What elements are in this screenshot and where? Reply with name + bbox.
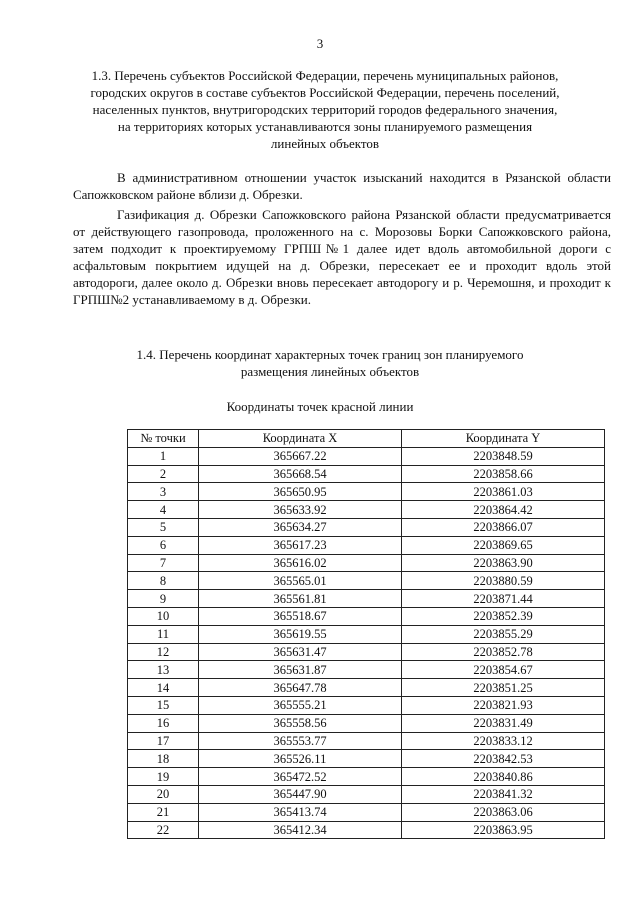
coordinate-y-cell: 2203854.67 [402, 661, 605, 679]
table-row [128, 590, 605, 608]
coordinate-y-cell: 2203821.93 [402, 696, 605, 714]
coordinate-y-cell: 2203863.06 [402, 803, 605, 821]
coordinate-x-cell: 365667.22 [199, 447, 402, 465]
coordinate-x-cell: 365631.47 [199, 643, 402, 661]
coordinate-x-cell: 365650.95 [199, 483, 402, 501]
column-header-coordinate-y: Координата Y [402, 430, 605, 448]
coordinate-x-cell: 365668.54 [199, 465, 402, 483]
table-caption: Координаты точек красной линии [226, 399, 414, 414]
table-row [128, 661, 605, 679]
point-number-cell: 5 [128, 518, 199, 536]
coordinate-y-cell: 2203855.29 [402, 625, 605, 643]
coordinate-x-cell: 365518.67 [199, 607, 402, 625]
column-header-point-number: № точки [128, 430, 199, 448]
coordinate-y-cell: 2203866.07 [402, 518, 605, 536]
table-row [128, 447, 605, 465]
coordinate-y-cell: 2203831.49 [402, 714, 605, 732]
table-row [128, 554, 605, 572]
coordinate-x-cell: 365472.52 [199, 768, 402, 786]
table-row [128, 483, 605, 501]
point-number-cell: 6 [128, 536, 199, 554]
point-number-cell: 13 [128, 661, 199, 679]
coordinate-x-cell: 365561.81 [199, 590, 402, 608]
table-row [128, 501, 605, 519]
coordinate-x-cell: 365634.27 [199, 518, 402, 536]
coordinate-y-cell: 2203869.65 [402, 536, 605, 554]
table-row [128, 625, 605, 643]
coordinate-x-cell: 365558.56 [199, 714, 402, 732]
coordinate-y-cell: 2203858.66 [402, 465, 605, 483]
coordinate-y-cell: 2203848.59 [402, 447, 605, 465]
coordinate-y-cell: 2203863.95 [402, 821, 605, 839]
point-number-cell: 22 [128, 821, 199, 839]
table-row [128, 465, 605, 483]
coordinate-x-cell: 365412.34 [199, 821, 402, 839]
table-row [128, 750, 605, 768]
point-number-cell: 15 [128, 696, 199, 714]
table-row [128, 803, 605, 821]
coordinate-y-cell: 2203851.25 [402, 679, 605, 697]
point-number-cell: 7 [128, 554, 199, 572]
point-number-cell: 9 [128, 590, 199, 608]
coordinate-x-cell: 365633.92 [199, 501, 402, 519]
coordinate-x-cell: 365413.74 [199, 803, 402, 821]
coordinate-y-cell: 2203842.53 [402, 750, 605, 768]
coordinate-y-cell: 2203871.44 [402, 590, 605, 608]
table-body [128, 447, 605, 839]
point-number-cell: 10 [128, 607, 199, 625]
coordinate-y-cell: 2203852.39 [402, 607, 605, 625]
table-row [128, 518, 605, 536]
paragraph-location: В административном отношении участок изысканий находится в Рязанской области Сапожковском районе вблизи д. Обрезки. [73, 170, 611, 202]
coordinate-x-cell: 365555.21 [199, 696, 402, 714]
coordinate-x-cell: 365647.78 [199, 679, 402, 697]
point-number-cell: 17 [128, 732, 199, 750]
coordinate-x-cell: 365619.55 [199, 625, 402, 643]
table-row [128, 696, 605, 714]
table-row [128, 607, 605, 625]
point-number-cell: 14 [128, 679, 199, 697]
section-1-4-heading: 1.4. Перечень координат характерных точек границ зон планируемого размещения линейных объектов [136, 347, 524, 379]
coordinate-x-cell: 365553.77 [199, 732, 402, 750]
coordinate-x-cell: 365447.90 [199, 785, 402, 803]
coordinate-x-cell: 365631.87 [199, 661, 402, 679]
coordinate-y-cell: 2203852.78 [402, 643, 605, 661]
point-number-cell: 20 [128, 785, 199, 803]
page-number: 3 [316, 36, 324, 51]
coordinates-table [127, 429, 605, 839]
table-row [128, 714, 605, 732]
point-number-cell: 2 [128, 465, 199, 483]
coordinate-y-cell: 2203880.59 [402, 572, 605, 590]
table-row [128, 643, 605, 661]
coordinate-x-cell: 365617.23 [199, 536, 402, 554]
point-number-cell: 16 [128, 714, 199, 732]
point-number-cell: 21 [128, 803, 199, 821]
table-row [128, 785, 605, 803]
paragraph-gasification: Газификация д. Обрезки Сапожковского района Рязанской области предусматривается от действующего газопровода, проложенного на с. Морозовы Борки Сапожковского района, затем подходит к проектируемому ГРПШ№1 далее идет вдоль автомобильной дороги с асфальтовым покрытием идущей на д. Обрезки, пересекает ее и проходит вдоль этой автодороги, далее около д. Обрезки вновь пересекает автодорогу и р. Черемошня, и проходит к ГРПШ№2 устанавливаемому в д. Обрезки. [73, 207, 611, 307]
coordinate-y-cell: 2203841.32 [402, 785, 605, 803]
table-header-row [128, 430, 605, 448]
coordinate-x-cell: 365616.02 [199, 554, 402, 572]
point-number-cell: 1 [128, 447, 199, 465]
point-number-cell: 3 [128, 483, 199, 501]
table-row [128, 821, 605, 839]
coordinate-x-cell: 365526.11 [199, 750, 402, 768]
point-number-cell: 12 [128, 643, 199, 661]
coordinate-y-cell: 2203861.03 [402, 483, 605, 501]
coordinate-y-cell: 2203840.86 [402, 768, 605, 786]
table-row [128, 572, 605, 590]
coordinate-x-cell: 365565.01 [199, 572, 402, 590]
table-row [128, 732, 605, 750]
table-row [128, 536, 605, 554]
point-number-cell: 19 [128, 768, 199, 786]
point-number-cell: 11 [128, 625, 199, 643]
coordinate-y-cell: 2203863.90 [402, 554, 605, 572]
table-row [128, 679, 605, 697]
point-number-cell: 18 [128, 750, 199, 768]
column-header-coordinate-x: Координата X [199, 430, 402, 448]
point-number-cell: 4 [128, 501, 199, 519]
point-number-cell: 8 [128, 572, 199, 590]
coordinate-y-cell: 2203864.42 [402, 501, 605, 519]
coordinate-y-cell: 2203833.12 [402, 732, 605, 750]
table-row [128, 768, 605, 786]
section-1-3-heading: 1.3. Перечень субъектов Российской Федерации, перечень муниципальных районов, городских округов в составе субъектов Российской Федерации, перечень поселений, населенных пунктов, внутригородских территорий городов федерального значения, на территориях которых устанавливаются зоны планируемого размещения линейных объектов [90, 68, 560, 151]
